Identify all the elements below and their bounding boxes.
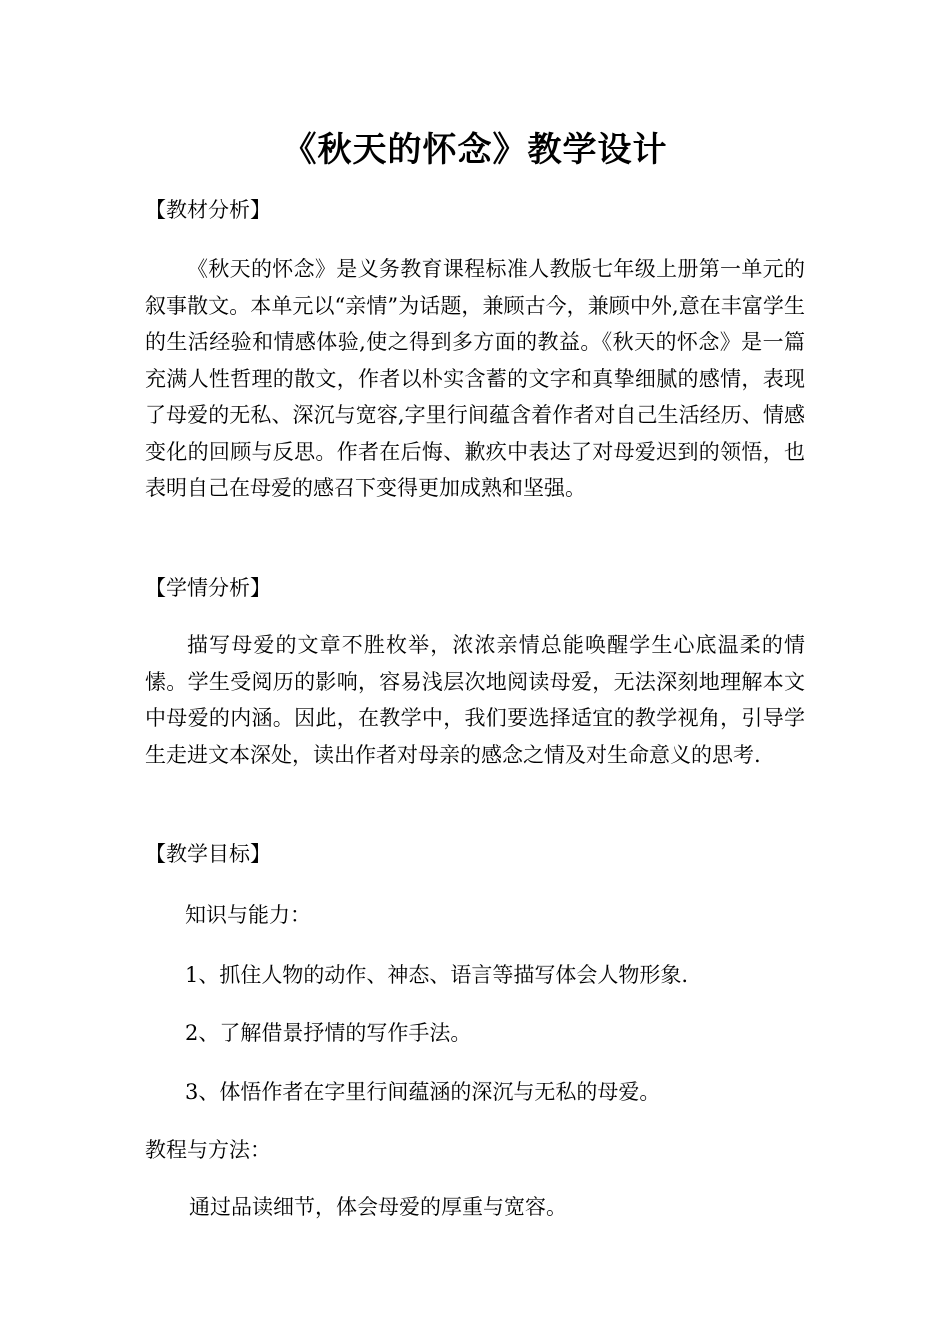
goal-item: 1、抓住人物的动作、神态、语言等描写体会人物形象. <box>185 963 689 987</box>
process-method-label: 教程与方法： <box>145 1138 271 1162</box>
goal-item: 3、体悟作者在字里行间蕴涵的深沉与无私的母爱。 <box>185 1080 661 1104</box>
section-heading-teaching-goals: 【教学目标】 <box>145 842 271 866</box>
process-method-text: 通过品读细节，体会母爱的厚重与宽容。 <box>189 1195 567 1219</box>
section-heading-textbook-analysis: 【教材分析】 <box>145 198 271 222</box>
section-heading-learner-analysis: 【学情分析】 <box>145 576 271 600</box>
document-title: 《秋天的怀念》教学设计 <box>282 130 668 170</box>
paragraph-learner-analysis: 描写母爱的文章不胜枚举，浓浓亲情总能唤醒学生心底温柔的情愫。学生受阅历的影响，容易浅层次地阅读母爱，无法深刻地理解本文中母爱的内涵。因此，在教学中，我们要选择适宜的教学视角，引导学生走进文本深处，读出作者对母亲的感念之情及对生命意义的思考. <box>145 633 805 767</box>
goal-item: 2、了解借景抒情的写作手法。 <box>185 1021 472 1045</box>
paragraph-textbook-analysis: 《秋天的怀念》是义务教育课程标准人教版七年级上册第一单元的叙事散文。本单元以“亲情”为话题，兼顾古今，兼顾中外,意在丰富学生的生活经验和情感体验,使之得到多方面的教益。《秋天的怀念》是一篇充满人性哲理的散文，作者以朴实含蓄的文字和真挚细腻的感情，表现了母爱的无私、深沉与宽容,字里行间蕴含着作者对自己生活经历、情感变化的回顾与反思。作者在后悔、歉疚中表达了对母爱迟到的领悟，也表明自己在母爱的感召下变得更加成熟和坚强。 <box>145 257 805 500</box>
knowledge-ability-label: 知识与能力： <box>185 903 311 927</box>
